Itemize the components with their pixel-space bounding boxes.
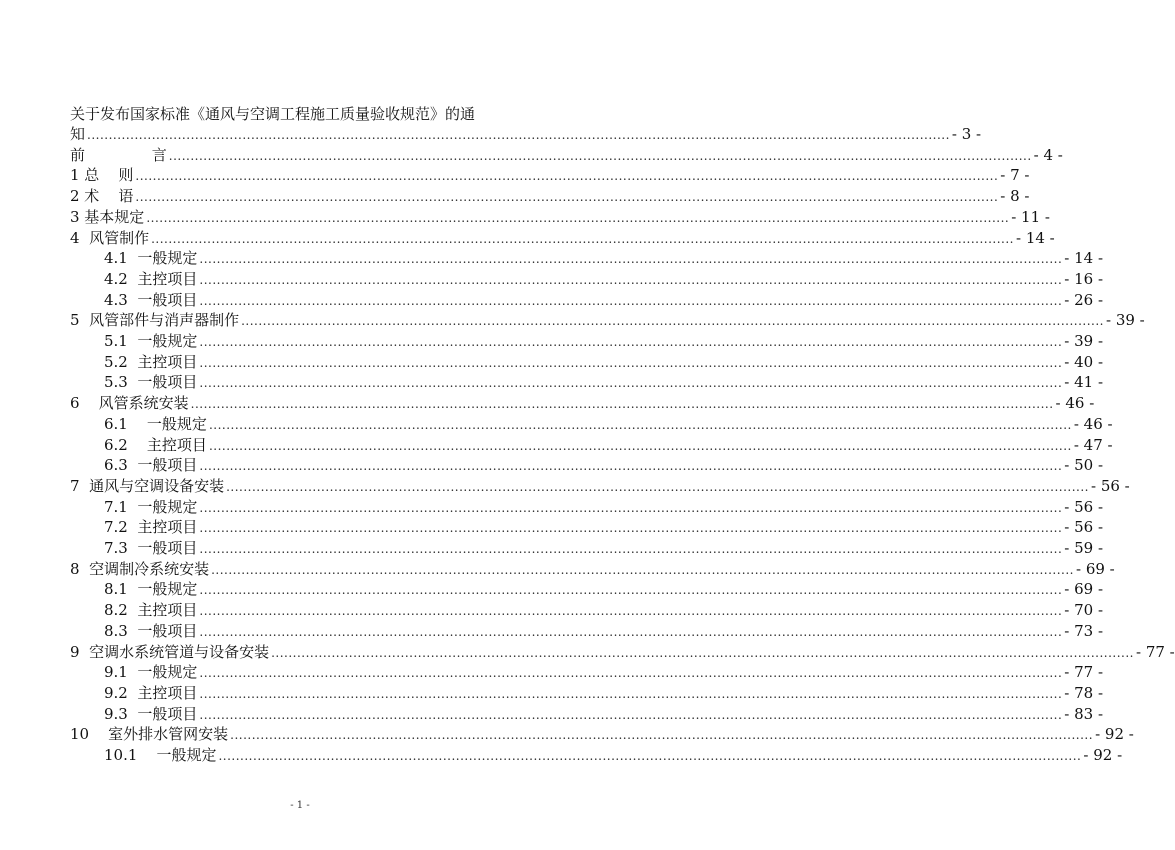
toc-leader-dots: ........................................................................................................................................................................................................ [199, 686, 1063, 701]
toc-entry-page: - 4 - [1033, 145, 1063, 164]
toc-entry-label: 3 基本规定 [70, 207, 145, 226]
toc-entry-page: - 47 - [1073, 435, 1113, 454]
toc-leader-dots: ........................................................................................................................................................................................................ [199, 355, 1063, 370]
toc-entry-page: - 69 - [1075, 559, 1115, 578]
toc-leader-dots: ........................................................................................................................................................................................................ [199, 583, 1063, 598]
toc-leader-dots: ........................................................................................................................................................................................................ [199, 624, 1063, 639]
toc-entry-page: - 40 - [1064, 352, 1104, 371]
toc-entry-label: 6.3 一般项目 [104, 456, 198, 475]
toc-entry [70, 393, 1095, 413]
toc-leader-dots: ........................................................................................................................................................................................................ [199, 542, 1063, 556]
toc-entry-label: 7.2 主控项目 [104, 518, 198, 537]
toc-entry-label: 6 风管系统安装 [70, 394, 189, 413]
toc-leader-dots: ........................................................................................................................................................................................................ [151, 231, 1014, 246]
toc-entry-label: 7.1 一般规定 [104, 497, 198, 516]
toc-entry [104, 745, 1123, 765]
toc-leader-dots: ........................................................................................................................................................................................................ [199, 666, 1063, 681]
toc-entry-page: - 77 - [1135, 642, 1175, 661]
toc-entry-page: - 59 - [1064, 539, 1104, 557]
toc-leader-dots: ........................................................................................................................................................................................................ [271, 645, 1134, 660]
toc-leader-dots: ........................................................................................................................................................................................................ [199, 376, 1063, 391]
toc-entry-label: 知 [70, 125, 86, 143]
toc-entry-page: - 46 - [1055, 394, 1095, 413]
toc-entry-label: 10 室外排水管网安装 [70, 725, 229, 744]
toc-leader-dots: ........................................................................................................................................................................................................ [135, 190, 999, 205]
toc-entry [104, 269, 1104, 289]
toc-entry-label: 6.1 一般规定 [104, 414, 207, 433]
toc-entry-label: 6.2 主控项目 [104, 435, 207, 454]
toc-entry [104, 662, 1104, 682]
toc-entry [70, 186, 1030, 206]
toc-entry-page: - 56 - [1090, 476, 1130, 495]
toc-entry-label: 8.3 一般项目 [104, 621, 198, 640]
toc-entry-page: - 83 - [1064, 704, 1104, 723]
toc-leader-dots: ........................................................................................................................................................................................................ [208, 438, 1072, 453]
toc-entry [104, 600, 1104, 620]
toc-entry [104, 579, 1104, 599]
toc-entry [104, 248, 1104, 268]
toc-entry-label: 10.1 一般规定 [104, 746, 217, 764]
toc-entry-page: - 16 - [1064, 269, 1104, 288]
toc-entry-label: 4 风管制作 [70, 228, 150, 247]
toc-leader-dots: ........................................................................................................................................................................................................ [230, 728, 1094, 743]
toc-entry [70, 642, 1175, 662]
toc-entry-page: - 39 - [1064, 332, 1104, 350]
toc-entry-page: - 14 - [1015, 228, 1055, 247]
toc-leader-dots: ........................................................................................................................................................................................................ [241, 314, 1104, 329]
toc-leader-dots: ........................................................................................................................................................................................................ [218, 749, 1082, 763]
toc-entry-label: 9.1 一般规定 [104, 663, 198, 682]
toc-leader-dots: ........................................................................................................................................................................................................ [168, 148, 1032, 163]
toc-entry-page: - 70 - [1064, 601, 1104, 620]
toc-entry-page: - 46 - [1073, 414, 1113, 433]
toc-entry-page: - 77 - [1064, 663, 1104, 682]
toc-entry-label: 9 空调水系统管道与设备安装 [70, 642, 270, 661]
toc-entry [70, 476, 1130, 496]
toc-entry-page: - 56 - [1064, 518, 1104, 537]
toc-entry [104, 455, 1104, 475]
toc-entry [70, 207, 1050, 227]
toc-entry [104, 435, 1113, 455]
toc-entry-label: 4.3 一般项目 [104, 290, 198, 309]
toc-leader-dots: ........................................................................................................................................................................................................ [211, 562, 1074, 577]
toc-entry-label: 7 通风与空调设备安装 [70, 476, 225, 495]
page-number: - 1 - [290, 800, 310, 811]
toc-entry-label: 5.1 一般规定 [104, 332, 198, 350]
toc-entry [104, 517, 1104, 537]
toc-entry-page: - 39 - [1105, 311, 1145, 330]
toc-entry [70, 145, 1063, 165]
toc-entry [104, 704, 1104, 724]
toc-leader-dots: ........................................................................................................................................................................................................ [199, 272, 1063, 287]
toc-entry [104, 290, 1104, 310]
toc-entry-page: - 92 - [1095, 725, 1134, 744]
toc-notice-title: 关于发布国家标准《通风与空调工程施工质量验收规范》的通 [70, 105, 476, 123]
toc-entry-label: 9.2 主控项目 [104, 683, 198, 702]
toc-entry [70, 124, 982, 144]
toc-entry [104, 414, 1113, 434]
toc-entry [70, 724, 1134, 744]
toc-entry-page: - 41 - [1064, 373, 1104, 392]
toc-entry-page: - 73 - [1064, 621, 1104, 640]
toc-entry-page: - 69 - [1064, 580, 1104, 599]
toc-entry-label: 2 术 语 [70, 187, 134, 206]
toc-entry [104, 331, 1104, 351]
toc-entry-label: 8.1 一般规定 [104, 580, 198, 599]
toc-entry-label: 前 言 [70, 145, 167, 164]
toc-entry-page: - 7 - [1000, 166, 1030, 185]
toc-entry-label: 5.2 主控项目 [104, 352, 198, 371]
toc-entry-label: 8.2 主控项目 [104, 601, 198, 620]
toc-entry-label: 4.1 一般规定 [104, 249, 198, 268]
toc-entry [104, 497, 1104, 517]
toc-entry [70, 165, 1030, 185]
toc-leader-dots: ........................................................................................................................................................................................................ [199, 252, 1063, 267]
toc-leader-dots: ........................................................................................................................................................................................................ [146, 210, 1010, 225]
toc-entry-page: - 78 - [1064, 683, 1104, 702]
toc-entry-page: - 14 - [1064, 249, 1104, 268]
toc-entry-page: - 11 - [1011, 207, 1050, 226]
toc-leader-dots: ........................................................................................................................................................................................................ [226, 479, 1089, 494]
toc-entry-label: 4.2 主控项目 [104, 269, 198, 288]
toc-entry [104, 621, 1104, 641]
toc-entry-page: - 3 - [951, 125, 982, 143]
toc-leader-dots: ........................................................................................................................................................................................................ [199, 604, 1063, 619]
toc-entry-page: - 50 - [1064, 456, 1104, 475]
toc-leader-dots: ........................................................................................................................................................................................................ [190, 397, 1054, 412]
toc-entry [70, 228, 1055, 248]
toc-entry [104, 683, 1104, 703]
toc-entry-page: - 26 - [1064, 290, 1104, 309]
toc-entry-page: - 56 - [1064, 497, 1104, 516]
toc-leader-dots: ........................................................................................................................................................................................................ [199, 521, 1063, 536]
toc-leader-dots: ........................................................................................................................................................................................................ [135, 169, 999, 184]
toc-leader-dots: ........................................................................................................................................................................................................ [199, 293, 1063, 308]
toc-entry-page: - 92 - [1083, 746, 1123, 764]
toc-entry-label: 8 空调制冷系统安装 [70, 559, 210, 578]
toc-entry-label: 1 总 则 [70, 166, 134, 185]
toc-entry-label: 7.3 一般项目 [104, 539, 198, 557]
toc-leader-dots: ........................................................................................................................................................................................................ [208, 417, 1072, 432]
toc-leader-dots: ........................................................................................................................................................................................................ [87, 128, 950, 142]
toc-entry [104, 372, 1104, 392]
toc-entry [104, 352, 1104, 372]
toc-entry-label: 5 风管部件与消声器制作 [70, 311, 240, 330]
toc-leader-dots: ........................................................................................................................................................................................................ [199, 707, 1063, 722]
toc-leader-dots: ........................................................................................................................................................................................................ [199, 500, 1063, 515]
toc-entry [70, 310, 1145, 330]
toc-entry-page: - 8 - [1000, 187, 1030, 206]
toc-leader-dots: ........................................................................................................................................................................................................ [199, 459, 1063, 474]
toc-entry-label: 9.3 一般项目 [104, 704, 198, 723]
toc-entry [70, 559, 1115, 579]
toc-entry-label: 5.3 一般项目 [104, 373, 198, 392]
toc-leader-dots: ........................................................................................................................................................................................................ [199, 335, 1063, 349]
toc-entry [104, 538, 1104, 558]
